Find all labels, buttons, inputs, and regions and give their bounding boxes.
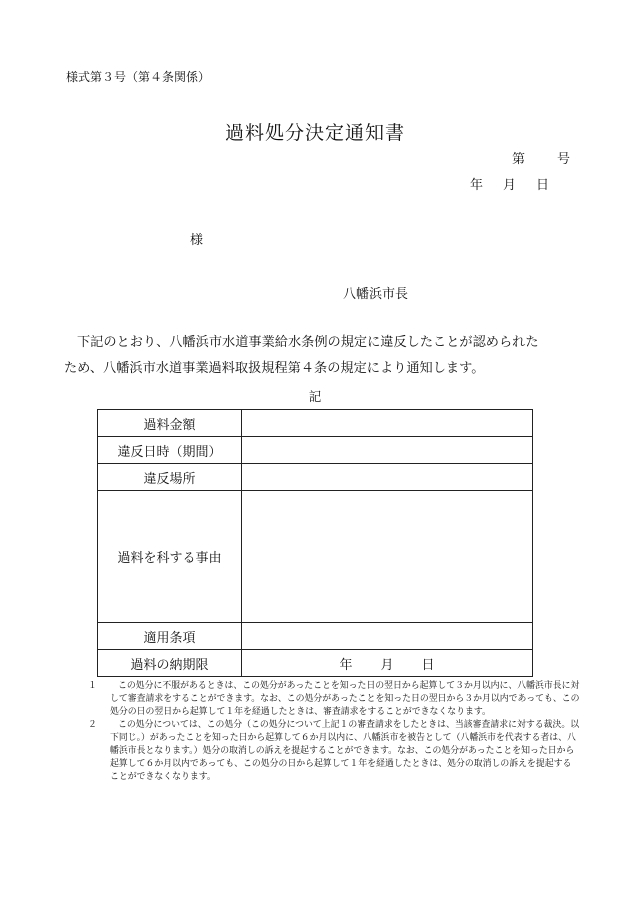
issuer: 八幡浜市長 [343, 287, 409, 302]
deadline-day: 日 [421, 657, 435, 673]
ki-heading: 記 [308, 389, 322, 404]
deadline-year: 年 [339, 657, 353, 673]
violation-place-label: 違反場所 [98, 464, 242, 491]
violation-datetime-label: 違反日時（期間） [98, 437, 242, 464]
fine-amount-value [242, 410, 533, 437]
details-table [97, 409, 533, 677]
date-day: 日 [536, 178, 550, 193]
note-text: この処分に不服があるときは、この処分があったことを知った日の翌日から起算して３か月以内に、八幡浜市長に対して審査請求をすることができます。なお、この処分があったことを知った日の翌日から３か月以内であっても、この処分の日の翌日から起算して１年を経過したときは、審査請求をすることができなくなります。 [110, 681, 580, 717]
date-month: 月 [503, 178, 517, 193]
doc-number-dai: 第 [512, 152, 526, 167]
note-number: １ [88, 681, 97, 691]
table-row [98, 437, 533, 464]
reason-value [242, 491, 533, 623]
applicable-clause-label: 適用条項 [98, 623, 242, 650]
table-row [98, 410, 533, 437]
fine-amount-label: 過料金額 [98, 410, 242, 437]
payment-deadline-label: 過料の納期限 [98, 650, 242, 677]
note-item [88, 680, 580, 719]
table-row [98, 464, 533, 491]
date-year: 年 [470, 178, 484, 193]
note-item [88, 719, 580, 784]
violation-datetime-value [242, 437, 533, 464]
reason-label: 過料を科する事由 [98, 491, 242, 623]
body-line-2: ため、八幡浜市水道事業過料取扱規程第４条の規定により通知します。 [64, 361, 485, 376]
deadline-month: 月 [380, 657, 394, 673]
notice-body [64, 330, 574, 382]
body-line-1: 下記のとおり、八幡浜市水道事業給水条例の規定に違反したことが認められた [77, 335, 539, 350]
addressee: 様 [190, 233, 204, 248]
table-row [98, 623, 533, 650]
table-row [98, 650, 533, 677]
payment-deadline-value [242, 650, 533, 677]
table-row [98, 491, 533, 623]
note-text: この処分については、この処分（この処分について上記１の審査請求をしたときは、当該審査請求に対する裁決。以下同じ。）があったことを知った日から起算して６か月以内に、八幡浜市を被告として（八幡浜市を代表する者は、八幡浜市長となります。）処分の取消しの訴えを提起することができます。なお、この処分があったことを知った日から起算して６か月以内であっても、この処分の日から起算して１年を経過したときは、処分の取消しの訴えを提起することができなくなります。 [110, 720, 580, 782]
violation-place-value [242, 464, 533, 491]
notes [88, 680, 580, 784]
applicable-clause-value [242, 623, 533, 650]
form-id: 様式第３号（第４条関係） [66, 70, 211, 84]
document-title: 過料処分決定通知書 [224, 122, 405, 144]
issue-date [470, 174, 549, 193]
document-number [512, 148, 570, 167]
doc-number-go: 号 [557, 152, 571, 167]
note-number: ２ [88, 720, 97, 730]
